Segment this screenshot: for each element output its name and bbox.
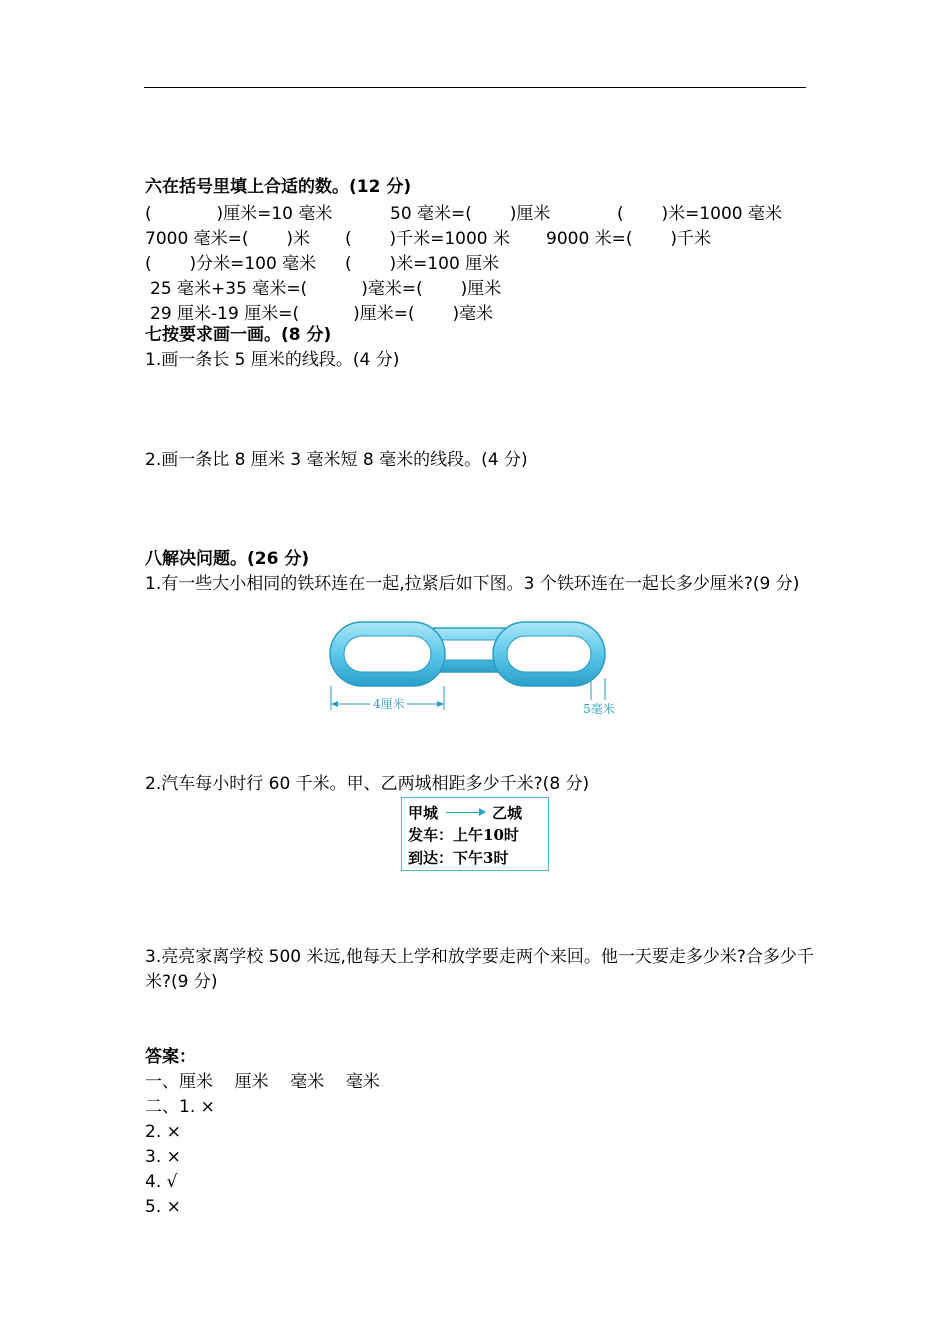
route-arrive: 到达：下午3时	[408, 849, 509, 867]
fill-item: ( )千米=1000 米	[345, 229, 511, 249]
answer-line: 4. √	[145, 1172, 178, 1192]
question-8-1: 1.有一些大小相同的铁环连在一起,拉紧后如下图。3 个铁环连在一起长多少厘米?(9 分)	[145, 574, 800, 594]
header-rule	[144, 87, 806, 88]
chain-link-right	[493, 622, 605, 686]
fill-item: ( )米=1000 毫米	[617, 204, 783, 224]
section6-title: 六在括号里填上合适的数。(12 分)	[145, 177, 412, 197]
route-depart: 发车：上午10时	[408, 826, 519, 844]
section8-title: 八解决问题。(26 分)	[145, 549, 310, 569]
chain-width-label: 4厘米	[373, 697, 405, 711]
fill-item: ( )厘米=10 毫米	[145, 204, 333, 224]
fill-item: 7000 毫米=( )米	[145, 229, 311, 249]
route-from: 甲城	[408, 804, 439, 822]
answer-line: 3. ×	[145, 1147, 181, 1167]
answer-line: 一、厘米 厘米 毫米 毫米	[145, 1072, 380, 1092]
answer-line: 5. ×	[145, 1197, 181, 1217]
fill-item: ( )米=100 厘米	[345, 254, 500, 274]
fill-item: ( )分米=100 毫米	[145, 254, 317, 274]
question-7-1: 1.画一条长 5 厘米的线段。(4 分)	[145, 350, 400, 370]
fill-item: 50 毫米=( )厘米	[390, 204, 551, 224]
chain-thickness-label: 5毫米	[583, 702, 615, 716]
answer-line: 2. ×	[145, 1122, 181, 1142]
route-to: 乙城	[492, 804, 523, 822]
chain-figure	[325, 618, 625, 723]
answers-title: 答案：	[145, 1047, 196, 1067]
fill-item: 9000 米=( )千米	[546, 229, 712, 249]
question-8-3: 3.亮亮家离学校 500 米远,他每天上学和放学要走两个来回。他一天要走多少米?合多少千米?(9 分)	[145, 947, 814, 992]
question-7-2: 2.画一条比 8 厘米 3 毫米短 8 毫米的线段。(4 分)	[145, 450, 528, 470]
fill-item: 25 毫米+35 毫米=( )毫米=( )厘米	[150, 279, 502, 299]
answer-line: 二、1. ×	[145, 1097, 215, 1117]
section7-title: 七按要求画一画。(8 分)	[145, 325, 332, 345]
chain-link-left	[330, 622, 445, 686]
route-arrow-icon	[446, 812, 484, 813]
fill-item: 29 厘米-19 厘米=( )厘米=( )毫米	[150, 304, 494, 324]
question-8-2: 2.汽车每小时行 60 千米。甲、乙两城相距多少千米?(8 分)	[145, 774, 590, 794]
route-box	[401, 797, 549, 871]
